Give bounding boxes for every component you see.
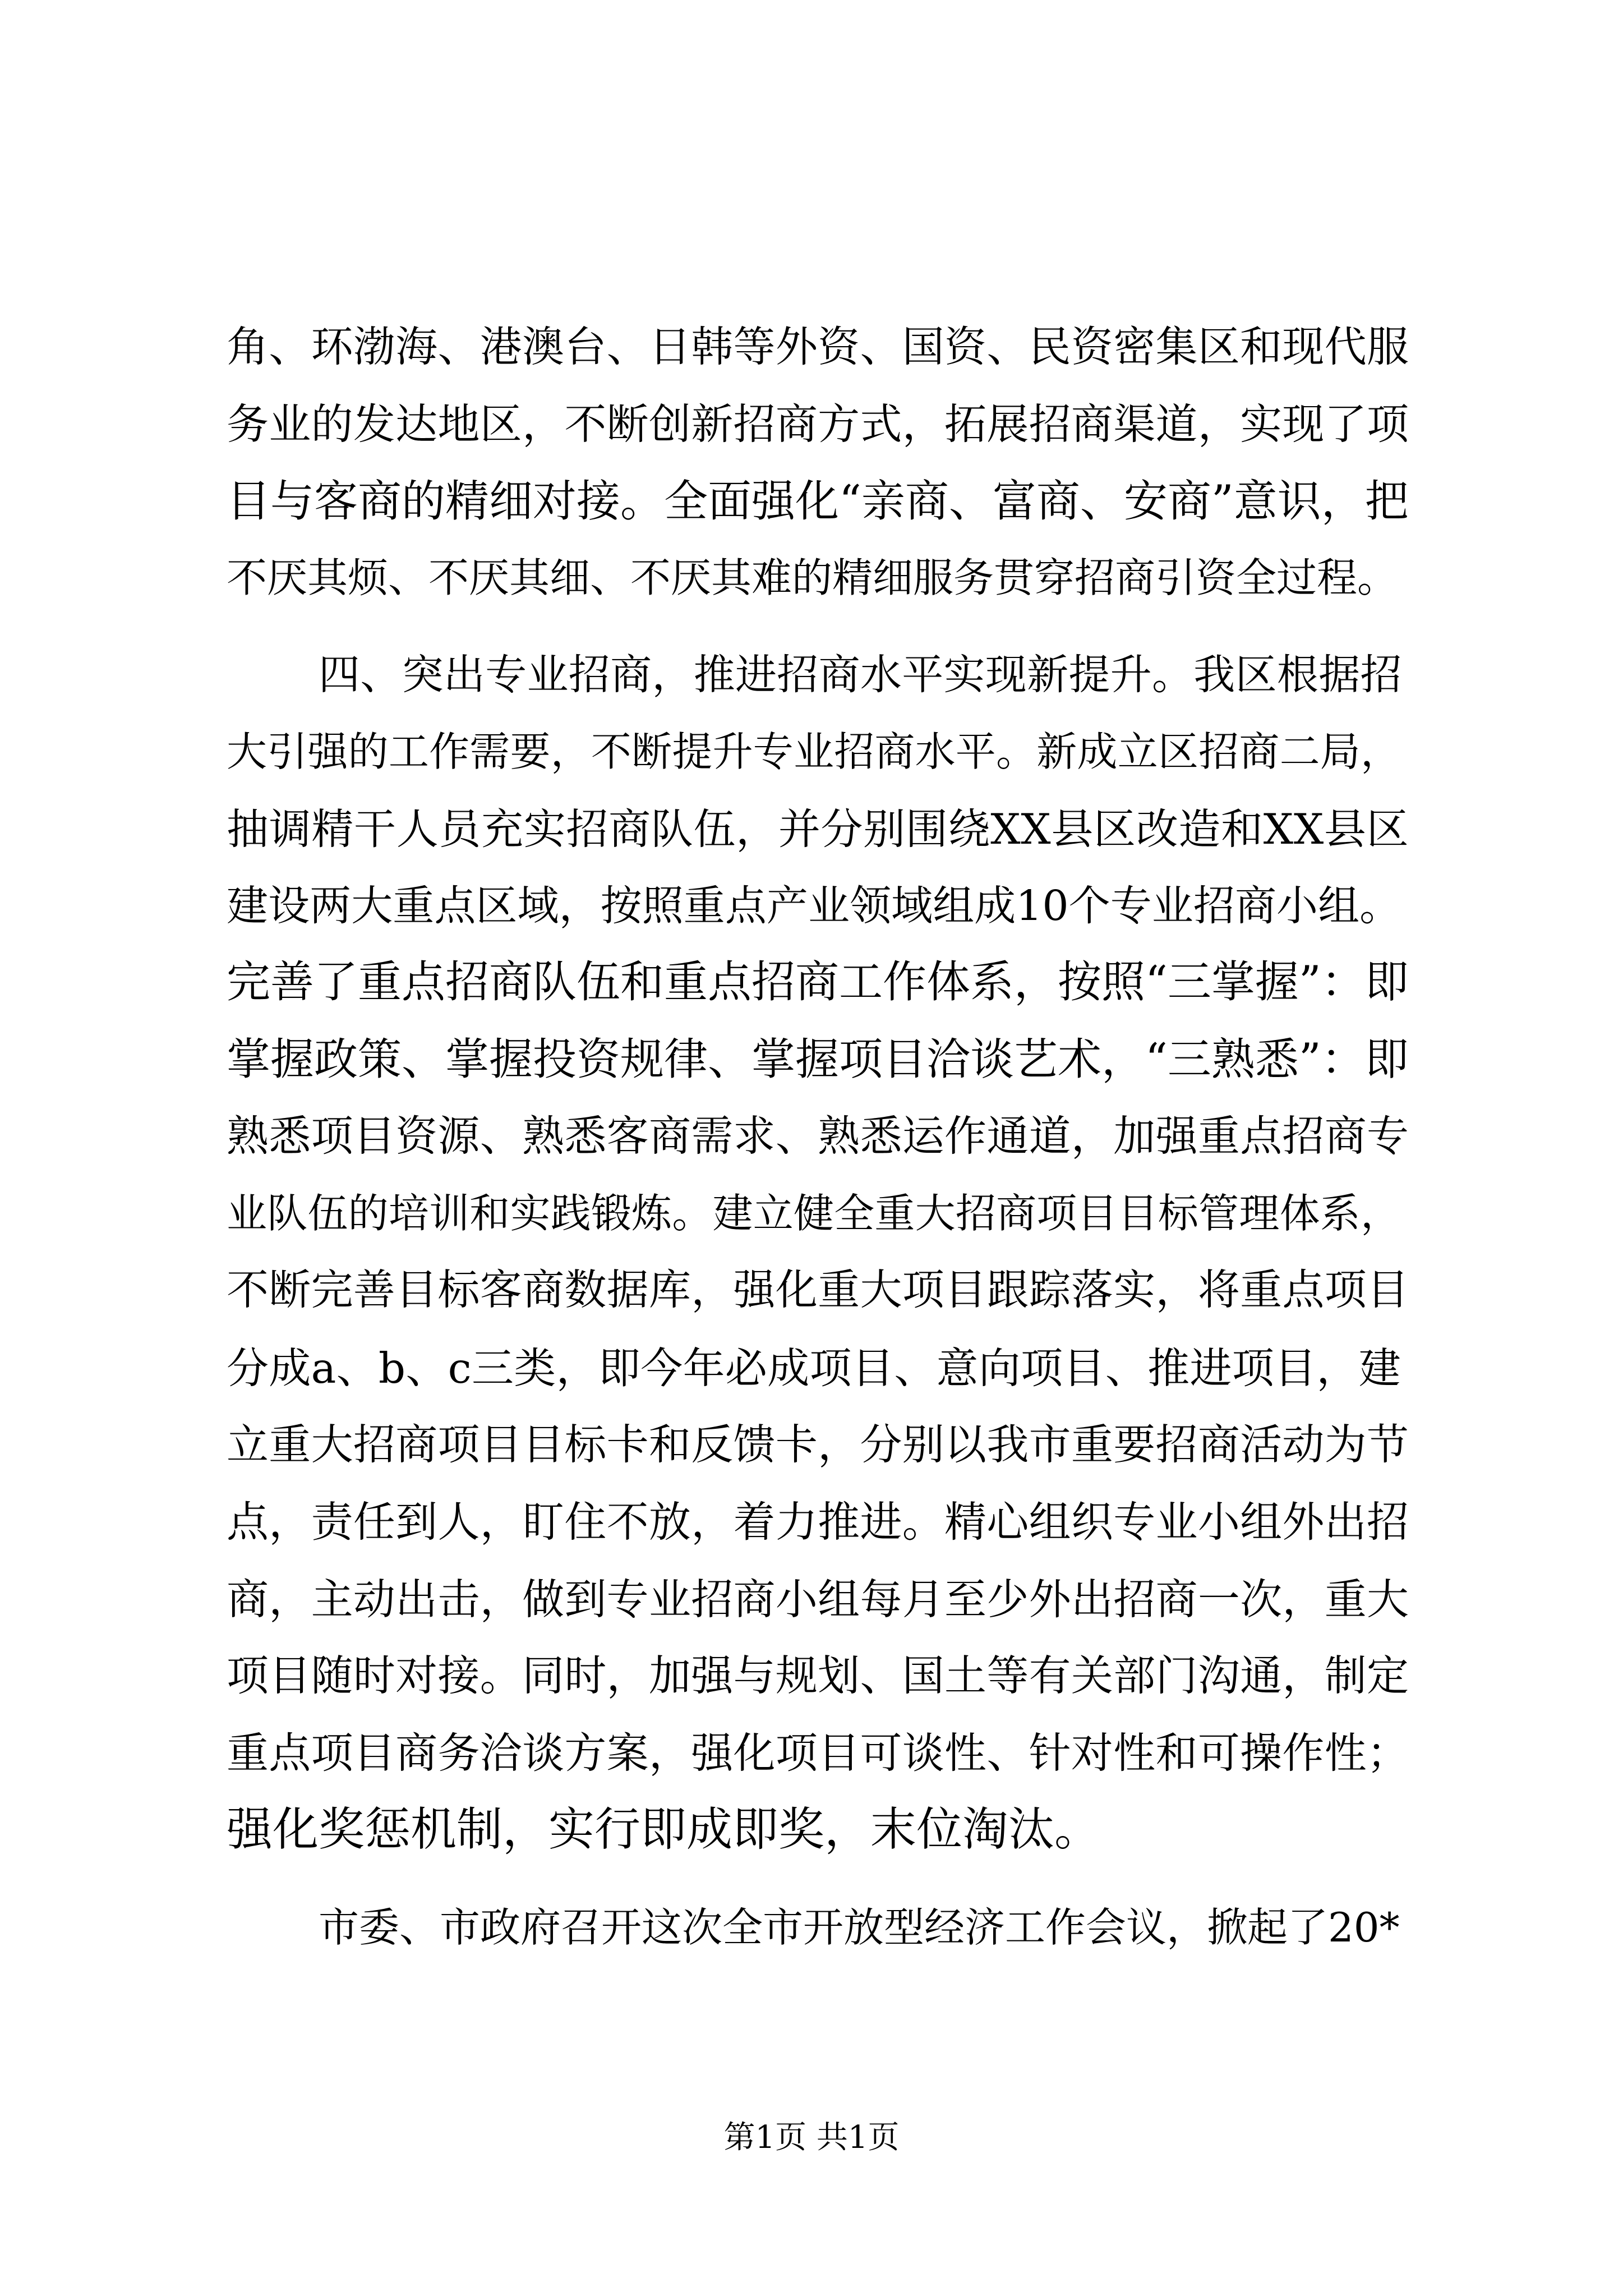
text-line: 完善了重点招商队伍和重点招商工作体系，按照“三掌握”：即 — [227, 957, 1409, 1007]
text-line: 项目随时对接。同时，加强与规划、国土等有关部门沟通，制定 — [227, 1651, 1409, 1700]
text-line: 不厌其烦、不厌其细、不厌其难的精细服务贯穿招商引资全过程。 — [227, 554, 1398, 601]
text-line: 抽调精干人员充实招商队伍，并分别围绕XX县区改造和XX县区 — [227, 804, 1409, 854]
text-line: 重点项目商务洽谈方案，强化项目可谈性、针对性和可操作性； — [227, 1728, 1409, 1778]
text-line: 角、环渤海、港澳台、日韩等外资、国资、民资密集区和现代服 — [227, 322, 1409, 371]
text-line: 业队伍的培训和实践锻炼。建立健全重大招商项目目标管理体系， — [227, 1190, 1401, 1237]
text-line: 点，责任到人，盯住不放，着力推进。精心组织专业小组外出招 — [227, 1497, 1409, 1547]
page-footer: 第1页 共1页 — [723, 2119, 900, 2156]
text-line: 不断完善目标客商数据库，强化重大项目跟踪落实，将重点项目 — [227, 1265, 1409, 1314]
text-line: 四、突出专业招商，推进招商水平实现新提升。我区根据招 — [319, 651, 1402, 699]
text-line: 熟悉项目资源、熟悉客商需求、熟悉运作通道，加强重点招商专 — [227, 1111, 1409, 1161]
text-line: 立重大招商项目目标卡和反馈卡，分别以我市重要招商活动为节 — [227, 1420, 1409, 1469]
text-line: 分成a、b、c三类，即今年必成项目、意向项目、推进项目，建 — [227, 1343, 1401, 1393]
text-line: 掌握政策、掌握投资规律、掌握项目洽谈艺术，“三熟悉”：即 — [227, 1034, 1409, 1085]
text-line: 大引强的工作需要，不断提升专业招商水平。新成立区招商二局， — [227, 728, 1401, 775]
text-line: 强化奖惩机制，实行即成即奖，末位淘汰。 — [227, 1803, 1101, 1856]
text-line: 商，主动出击，做到专业招商小组每月至少外出招商一次，重大 — [227, 1575, 1409, 1624]
text-line: 建设两大重点区域，按照重点产业领域组成10个专业招商小组。 — [227, 882, 1401, 930]
text-line: 务业的发达地区，不断创新招商方式，拓展招商渠道，实现了项 — [227, 399, 1409, 449]
text-line: 目与客商的精细对接。全面强化“亲商、富商、安商”意识，把 — [227, 476, 1409, 527]
text-line: 市委、市政府召开这次全市开放型经济工作会议，掀起了20* — [319, 1904, 1400, 1951]
